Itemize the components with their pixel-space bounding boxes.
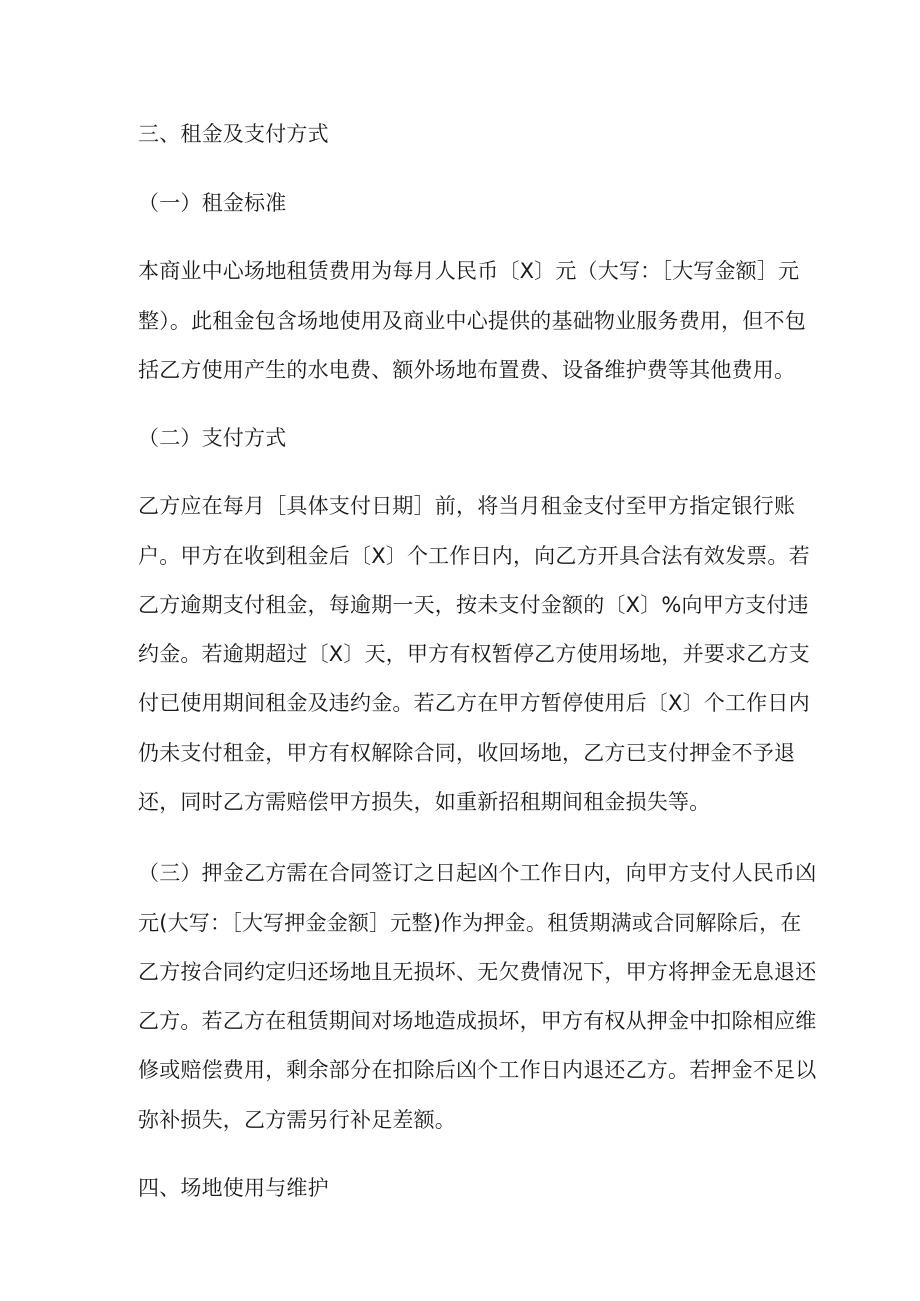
deposit-line-5: 修或赔偿费用，剩余部分在扣除后凶个工作日内退还乙方。若押金不足以 — [138, 1058, 817, 1082]
payment-method-line-2: 户。甲方在收到租金后〔X〕个工作日内，向乙方开具合法有效发票。若 — [138, 544, 810, 568]
payment-method-line-4: 约金。若逾期超过〔X〕天，甲方有权暂停乙方使用场地，并要求乙方支 — [138, 642, 810, 666]
rent-standard-line-3: 括乙方使用产生的水电费、额外场地布置费、设备维护费等其他费用。 — [138, 358, 796, 382]
deposit-line-3: 乙方按合同约定归还场地且无损坏、无欠费情况下，甲方将押金无息退还 — [138, 960, 817, 984]
subsection-heading-rent-standard: （一）租金标准 — [138, 191, 287, 215]
payment-method-line-6: 仍未支付租金，甲方有权解除合同，收回场地，乙方已支付押金不予退 — [138, 741, 796, 765]
deposit-line-1: （三）押金乙方需在合同签订之日起凶个工作日内，向甲方支付人民币凶 — [138, 861, 817, 885]
section-heading-site-use: 四、场地使用与维护 — [138, 1176, 329, 1200]
deposit-line-4: 乙方。若乙方在租赁期间对场地造成损坏，甲方有权从押金中扣除相应维 — [138, 1009, 817, 1033]
subsection-heading-payment-method: （二）支付方式 — [138, 426, 287, 450]
rent-standard-line-2: 整）。此租金包含场地使用及商业中心提供的基础物业服务费用，但不包 — [138, 309, 806, 333]
deposit-line-2: 元(大写：［大写押金金额］元整)作为押金。租赁期满或合同解除后，在 — [138, 911, 802, 935]
payment-method-line-1: 乙方应在每月［具体支付日期］前，将当月租金支付至甲方指定银行账 — [138, 494, 796, 518]
deposit-line-6: 弥补损失，乙方需另行补足差额。 — [138, 1108, 456, 1132]
payment-method-line-7: 还，同时乙方需赔偿甲方损失，如重新招租期间租金损失等。 — [138, 790, 711, 814]
payment-method-line-5: 付已使用期间租金及违约金。若乙方在甲方暂停使用后〔X〕个工作日内 — [138, 691, 810, 715]
payment-method-line-3: 乙方逾期支付租金，每逾期一天，按未支付金额的〔X〕%向甲方支付违 — [138, 593, 809, 617]
rent-standard-line-1: 本商业中心场地租赁费用为每月人民币〔X〕元（大写：［大写金额］元 — [138, 259, 800, 283]
section-heading-rent-payment: 三、租金及支付方式 — [138, 122, 329, 146]
